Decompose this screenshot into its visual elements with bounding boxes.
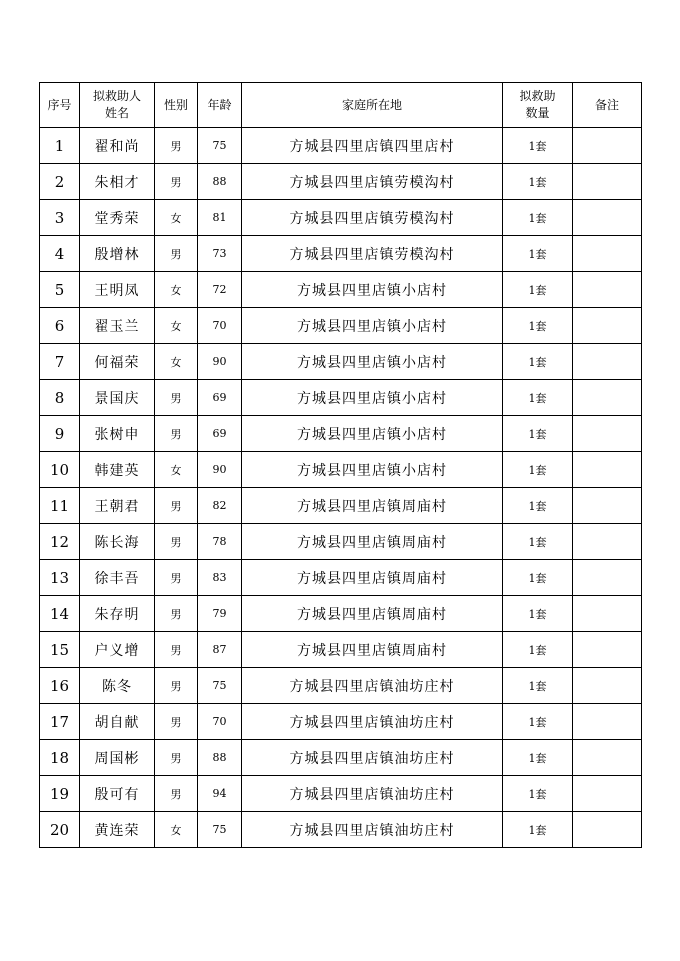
cell-seq: 1 [40, 128, 80, 164]
cell-name: 何福荣 [80, 344, 155, 380]
table-row [40, 812, 642, 848]
cell-age: 94 [198, 776, 242, 812]
table-row [40, 452, 642, 488]
cell-note [573, 704, 642, 740]
cell-name: 翟和尚 [80, 128, 155, 164]
cell-address: 方城县四里店镇劳模沟村 [242, 200, 503, 236]
cell-seq: 15 [40, 632, 80, 668]
cell-age: 70 [198, 704, 242, 740]
cell-age: 90 [198, 344, 242, 380]
cell-seq: 16 [40, 668, 80, 704]
cell-address: 方城县四里店镇油坊庄村 [242, 740, 503, 776]
cell-note [573, 200, 642, 236]
cell-age: 88 [198, 164, 242, 200]
cell-name: 朱存明 [80, 596, 155, 632]
cell-age: 87 [198, 632, 242, 668]
cell-seq: 2 [40, 164, 80, 200]
cell-seq: 19 [40, 776, 80, 812]
cell-address: 方城县四里店镇小店村 [242, 380, 503, 416]
cell-qty: 1套 [503, 200, 573, 236]
header-qty-line2: 数量 [525, 106, 550, 120]
table-row [40, 236, 642, 272]
header-seq: 序号 [40, 83, 80, 128]
cell-qty: 1套 [503, 164, 573, 200]
cell-seq: 6 [40, 308, 80, 344]
cell-qty: 1套 [503, 488, 573, 524]
table-row [40, 668, 642, 704]
cell-seq: 12 [40, 524, 80, 560]
cell-sex: 男 [155, 236, 198, 272]
cell-sex: 男 [155, 596, 198, 632]
cell-address: 方城县四里店镇小店村 [242, 344, 503, 380]
cell-qty: 1套 [503, 308, 573, 344]
cell-seq: 18 [40, 740, 80, 776]
table-row [40, 560, 642, 596]
cell-age: 78 [198, 524, 242, 560]
header-address: 家庭所在地 [242, 83, 503, 128]
cell-seq: 10 [40, 452, 80, 488]
cell-qty: 1套 [503, 668, 573, 704]
cell-note [573, 740, 642, 776]
cell-note [573, 128, 642, 164]
header-qty [503, 83, 573, 128]
cell-address: 方城县四里店镇周庙村 [242, 632, 503, 668]
cell-age: 69 [198, 416, 242, 452]
cell-name: 黄连荣 [80, 812, 155, 848]
cell-sex: 男 [155, 740, 198, 776]
cell-seq: 5 [40, 272, 80, 308]
cell-qty: 1套 [503, 776, 573, 812]
table-row [40, 776, 642, 812]
table-header-row [40, 83, 642, 128]
cell-note [573, 272, 642, 308]
cell-address: 方城县四里店镇四里店村 [242, 128, 503, 164]
cell-age: 73 [198, 236, 242, 272]
cell-qty: 1套 [503, 704, 573, 740]
cell-sex: 女 [155, 272, 198, 308]
cell-sex: 男 [155, 560, 198, 596]
cell-seq: 13 [40, 560, 80, 596]
cell-sex: 女 [155, 344, 198, 380]
cell-note [573, 632, 642, 668]
cell-age: 79 [198, 596, 242, 632]
cell-address: 方城县四里店镇小店村 [242, 416, 503, 452]
cell-age: 81 [198, 200, 242, 236]
cell-age: 82 [198, 488, 242, 524]
cell-name: 殷增林 [80, 236, 155, 272]
cell-age: 75 [198, 128, 242, 164]
cell-age: 69 [198, 380, 242, 416]
cell-seq: 9 [40, 416, 80, 452]
cell-name: 堂秀荣 [80, 200, 155, 236]
cell-seq: 11 [40, 488, 80, 524]
cell-note [573, 812, 642, 848]
cell-seq: 3 [40, 200, 80, 236]
table-row [40, 596, 642, 632]
cell-age: 90 [198, 452, 242, 488]
table-body [40, 128, 642, 848]
cell-name: 张树申 [80, 416, 155, 452]
cell-address: 方城县四里店镇周庙村 [242, 524, 503, 560]
cell-name: 景国庆 [80, 380, 155, 416]
cell-age: 75 [198, 668, 242, 704]
cell-sex: 女 [155, 812, 198, 848]
cell-note [573, 308, 642, 344]
cell-age: 88 [198, 740, 242, 776]
cell-name: 陈长海 [80, 524, 155, 560]
cell-note [573, 776, 642, 812]
cell-address: 方城县四里店镇小店村 [242, 452, 503, 488]
cell-sex: 男 [155, 380, 198, 416]
cell-address: 方城县四里店镇小店村 [242, 272, 503, 308]
cell-address: 方城县四里店镇周庙村 [242, 596, 503, 632]
cell-name: 王明凤 [80, 272, 155, 308]
cell-name: 徐丰吾 [80, 560, 155, 596]
cell-name: 韩建英 [80, 452, 155, 488]
cell-seq: 4 [40, 236, 80, 272]
cell-name: 朱相才 [80, 164, 155, 200]
table-row [40, 128, 642, 164]
cell-age: 70 [198, 308, 242, 344]
cell-age: 75 [198, 812, 242, 848]
cell-age: 83 [198, 560, 242, 596]
cell-note [573, 344, 642, 380]
cell-qty: 1套 [503, 380, 573, 416]
header-qty-line1: 拟救助 [519, 89, 556, 103]
cell-note [573, 668, 642, 704]
cell-seq: 17 [40, 704, 80, 740]
cell-address: 方城县四里店镇劳模沟村 [242, 164, 503, 200]
cell-sex: 男 [155, 668, 198, 704]
header-name [80, 83, 155, 128]
table-row [40, 164, 642, 200]
aid-recipient-table [39, 82, 642, 848]
cell-name: 王朝君 [80, 488, 155, 524]
cell-qty: 1套 [503, 740, 573, 776]
cell-note [573, 380, 642, 416]
cell-qty: 1套 [503, 812, 573, 848]
table-row [40, 344, 642, 380]
cell-sex: 女 [155, 452, 198, 488]
cell-address: 方城县四里店镇周庙村 [242, 488, 503, 524]
cell-address: 方城县四里店镇油坊庄村 [242, 776, 503, 812]
cell-sex: 男 [155, 416, 198, 452]
table-row [40, 740, 642, 776]
header-name-line2: 姓名 [104, 106, 129, 120]
cell-qty: 1套 [503, 560, 573, 596]
cell-qty: 1套 [503, 344, 573, 380]
cell-qty: 1套 [503, 128, 573, 164]
cell-qty: 1套 [503, 416, 573, 452]
table-row [40, 272, 642, 308]
cell-sex: 男 [155, 524, 198, 560]
cell-seq: 8 [40, 380, 80, 416]
cell-qty: 1套 [503, 632, 573, 668]
cell-name: 殷可有 [80, 776, 155, 812]
cell-seq: 14 [40, 596, 80, 632]
header-sex: 性别 [155, 83, 198, 128]
cell-sex: 女 [155, 200, 198, 236]
cell-note [573, 452, 642, 488]
cell-address: 方城县四里店镇油坊庄村 [242, 704, 503, 740]
cell-note [573, 416, 642, 452]
cell-seq: 7 [40, 344, 80, 380]
table-row [40, 632, 642, 668]
cell-qty: 1套 [503, 272, 573, 308]
cell-note [573, 488, 642, 524]
cell-address: 方城县四里店镇小店村 [242, 308, 503, 344]
cell-address: 方城县四里店镇油坊庄村 [242, 668, 503, 704]
cell-sex: 男 [155, 164, 198, 200]
cell-name: 户义增 [80, 632, 155, 668]
cell-note [573, 524, 642, 560]
cell-qty: 1套 [503, 524, 573, 560]
cell-sex: 男 [155, 776, 198, 812]
cell-sex: 男 [155, 632, 198, 668]
cell-sex: 男 [155, 488, 198, 524]
cell-sex: 男 [155, 128, 198, 164]
table-row [40, 200, 642, 236]
cell-note [573, 164, 642, 200]
table-row [40, 704, 642, 740]
cell-sex: 女 [155, 308, 198, 344]
cell-note [573, 596, 642, 632]
cell-name: 翟玉兰 [80, 308, 155, 344]
cell-address: 方城县四里店镇劳模沟村 [242, 236, 503, 272]
cell-name: 陈冬 [80, 668, 155, 704]
cell-seq: 20 [40, 812, 80, 848]
header-note: 备注 [573, 83, 642, 128]
cell-name: 胡自献 [80, 704, 155, 740]
cell-note [573, 560, 642, 596]
cell-note [573, 236, 642, 272]
cell-qty: 1套 [503, 452, 573, 488]
cell-name: 周国彬 [80, 740, 155, 776]
table-row [40, 308, 642, 344]
cell-sex: 男 [155, 704, 198, 740]
table-row [40, 488, 642, 524]
header-age: 年龄 [198, 83, 242, 128]
cell-age: 72 [198, 272, 242, 308]
table-row [40, 416, 642, 452]
table-row [40, 380, 642, 416]
cell-address: 方城县四里店镇油坊庄村 [242, 812, 503, 848]
cell-qty: 1套 [503, 236, 573, 272]
cell-qty: 1套 [503, 596, 573, 632]
header-name-line1: 拟救助人 [92, 89, 141, 103]
table-row [40, 524, 642, 560]
cell-address: 方城县四里店镇周庙村 [242, 560, 503, 596]
